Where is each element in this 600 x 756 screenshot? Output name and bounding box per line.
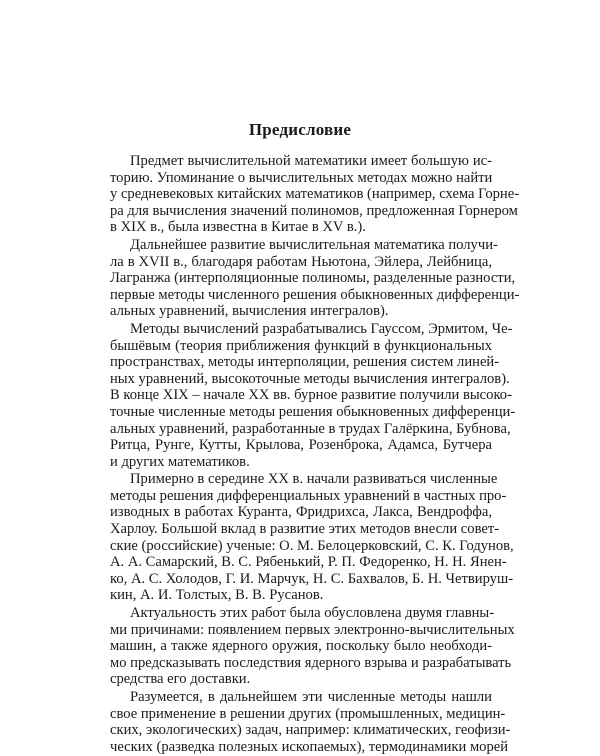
text-line: Харлоу. Большой вклад в развитие этих методов внесли совет- (110, 521, 500, 538)
text-line: Ритца, Рунге, Кутты, Крылова, Розенброка, Адамса, Бутчера (110, 437, 492, 454)
paragraph (110, 605, 515, 688)
text-line: мо предсказывать последствия ядерного взрыва и разрабатывать (110, 654, 512, 671)
text-line: пространствах, методы интерполяции, решения систем линей- (110, 354, 500, 371)
text-line: Примерно в середине XX в. начали развиваться численные (130, 471, 498, 488)
text-line: у средневековых китайских математиков (например, схема Горне- (110, 186, 520, 203)
paragraph (110, 689, 511, 755)
text-line: ра для вычисления значений полиномов, предложенная Горнером (110, 202, 518, 219)
text-line: Методы вычислений разрабатывались Гауссом, Эрмитом, Че- (130, 320, 513, 337)
text-line: точные численные методы решения обыкновенных дифференци- (110, 403, 516, 420)
text-line: ческих (разведка полезных ископаемых), термодинамики морей (110, 738, 509, 755)
text-line: Предмет вычислительной математики имеет большую ис- (130, 153, 492, 169)
text-line: Лагранжа (интерполяционные полиномы, разделенные разности, (110, 270, 516, 287)
page-title: Предисловие (248, 120, 352, 139)
text-line: Актуальность этих работ была обусловлена двумя главны- (130, 605, 495, 622)
text-line: торию. Упоминание о вычислительных методах можно найти (110, 169, 493, 186)
text-line: изводных в работах Куранта, Фридрихса, Лакса, Вендроффа, (110, 504, 492, 521)
text-line: В конце XIX – начале XX вв. бурное развитие получили высоко- (110, 387, 512, 404)
text-line: машин, а также ядерного оружия, поскольку было необходи- (110, 638, 492, 655)
text-line: первые методы численного решения обыкновенных дифференци- (110, 286, 520, 303)
text-line: Дальнейшее развитие вычислительная математика получи- (130, 236, 498, 253)
text-line: А. А. Самарский, В. С. Рябенький, Р. П. Федоренко, Н. Н. Янен- (110, 554, 507, 571)
text-line: альных уравнений, вычисления интегралов). (110, 303, 389, 320)
text-line: ми причинами: появлением первых электронно-вычислительных (110, 621, 515, 638)
text-line: кин, А. И. Толстых, В. В. Русанов. (110, 587, 324, 604)
text-line: ла в XVII в., благодаря работам Ньютона, Эйлера, Лейбница, (110, 253, 492, 270)
text-line: и других математиков. (110, 453, 250, 470)
text-line: ко, А. С. Холодов, Г. И. Марчук, Н. С. Бахвалов, Б. Н. Четвируш- (110, 570, 514, 587)
body-text (110, 153, 520, 756)
paragraph (110, 320, 516, 470)
paragraph (110, 236, 520, 320)
paragraph (110, 153, 520, 236)
paragraph (110, 471, 514, 604)
text-line: ных уравнений, высокоточные методы вычисления интегралов). (110, 370, 510, 387)
text-line: свое применение в решении других (промышленных, медицин- (110, 705, 506, 722)
text-line: в XIX в., была известна в Китае в XV в.). (110, 219, 366, 236)
text-line: методы решения дифференциальных уравнений в частных про- (110, 487, 507, 504)
text-line: ские (российские) ученые: О. М. Белоцерковский, С. К. Годунов, (110, 537, 514, 554)
text-line: Разумеется, в дальнейшем эти численные методы нашли (130, 689, 492, 705)
text-line: бышёвым (теория приближения функций в функциональных (110, 337, 492, 354)
text-line: средства его доставки. (110, 671, 251, 688)
text-line: ских, экологических) задач, например: климатических, геофизи- (110, 722, 511, 739)
text-line: альных уравнений, разработанные в трудах Галёркина, Бубнова, (110, 420, 511, 437)
